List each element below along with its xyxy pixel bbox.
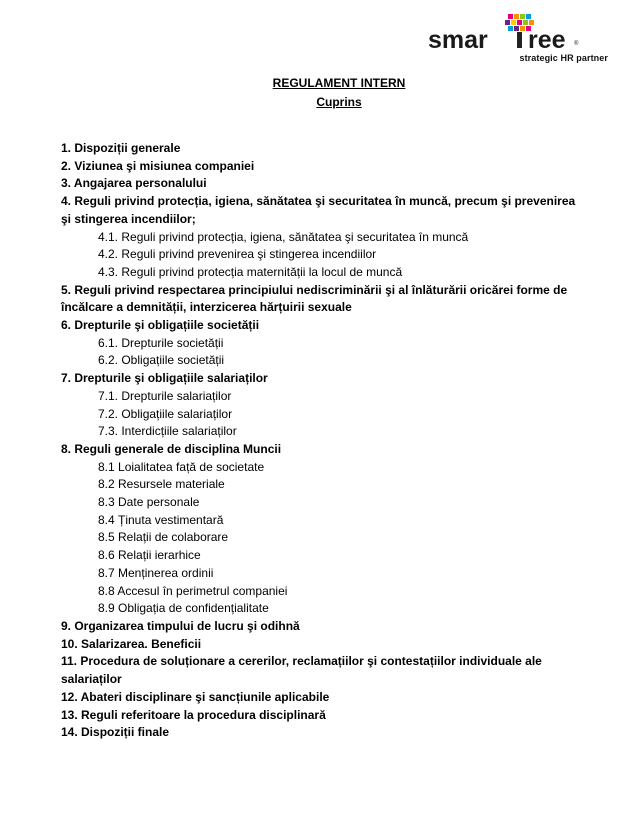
toc-item: 4. Reguli privind protecția, igiena, sănătatea şi securitatea în muncă, precum şi prevenirea şi stingerea incendiilor; xyxy=(61,194,576,226)
logo-text-left: smar xyxy=(428,26,488,54)
toc-item: 14. Dispoziții finale xyxy=(61,725,170,740)
toc-subitem: 8.5 Relații de colaborare xyxy=(98,530,229,545)
toc-subitem: 8.3 Date personale xyxy=(98,495,200,510)
toc-subitem: 8.6 Relații ierarhice xyxy=(98,548,201,563)
toc-subitem: 6.1. Drepturile societății xyxy=(98,335,224,350)
toc-item: 11. Procedura de soluționare a cererilor, reclamațiilor şi contestațiilor individuale ale salariaților xyxy=(61,654,542,687)
toc-subitem: 4.1. Reguli privind protecția, igiena, sănătatea şi securitatea în muncă xyxy=(98,229,469,244)
table-of-contents xyxy=(61,140,581,742)
toc-subitem: 4.3. Reguli privind protecția maternității la locul de muncă xyxy=(98,264,403,279)
registered-mark: ® xyxy=(574,41,579,47)
document-title: REGULAMENT INTERN xyxy=(272,76,406,90)
logo-text-right: ree xyxy=(528,26,566,54)
toc-item: 7. Drepturile şi obligațiile salariaților xyxy=(61,371,268,386)
toc-subitem: 8.1 Loialitatea față de societate xyxy=(98,459,265,474)
toc-subitem: 4.2. Reguli privind prevenirea şi stingerea incendiilor xyxy=(98,247,377,262)
toc-item: 9. Organizarea timpului de lucru şi odihnă xyxy=(61,618,300,633)
document-subtitle: Cuprins xyxy=(316,95,362,109)
smartree-logo-graphic xyxy=(428,12,608,54)
toc-subitem: 8.7 Menținerea ordinii xyxy=(98,565,214,580)
toc-subitem: 7.3. Interdicțiile salariaților xyxy=(98,424,237,439)
toc-subitem: 6.2. Obligațiile societății xyxy=(98,353,225,368)
toc-item: 2. Viziunea şi misiunea companiei xyxy=(61,158,255,173)
toc-subitem: 7.2. Obligațiile salariaților xyxy=(98,406,233,421)
toc-item: 12. Abateri disciplinare şi sancțiunile aplicabile xyxy=(61,689,330,704)
toc-item: 6. Drepturile şi obligațiile societății xyxy=(61,318,260,333)
toc-subitem: 7.1. Drepturile salariaților xyxy=(98,388,232,403)
toc-item: 10. Salarizarea. Beneficii xyxy=(61,636,202,651)
toc-item: 8. Reguli generale de disciplina Muncii xyxy=(61,441,282,456)
toc-subitem: 8.2 Resursele materiale xyxy=(98,477,225,492)
logo-tagline: strategic HR partner xyxy=(519,53,608,63)
toc-item: 3. Angajarea personalului xyxy=(61,176,207,191)
toc-subitem: 8.8 Accesul în perimetrul companiei xyxy=(98,583,288,598)
toc-item: 5. Reguli privind respectarea principiului nediscriminării şi al înlăturării oricărei forme de încălcare a demnității, interzicerea hărțuirii sexuale xyxy=(61,282,568,315)
toc-subitem: 8.9 Obligația de confidențialitate xyxy=(98,601,269,616)
toc-item: 13. Reguli referitoare la procedura disciplinară xyxy=(61,707,326,722)
toc-item: 1. Dispoziții generale xyxy=(61,141,181,155)
toc-subitem: 8.4 Ținuta vestimentară xyxy=(98,512,224,527)
